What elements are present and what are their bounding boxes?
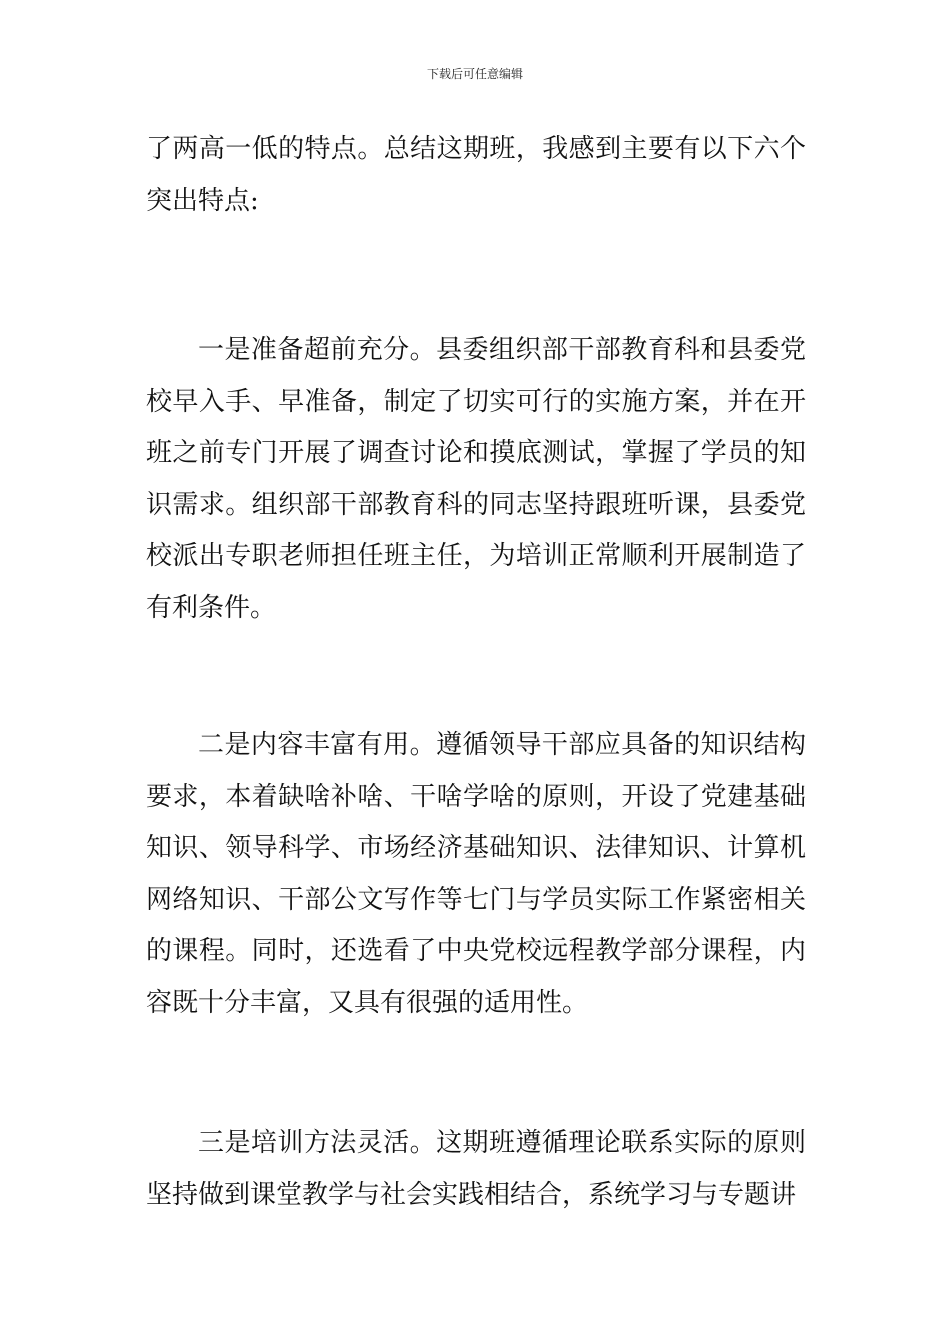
paragraph-point-one: 一是准备超前充分。县委组织部干部教育科和县委党校早入手、早准备，制定了切实可行的实施方案，并在开班之前专门开展了调查讨论和摸底测试，掌握了学员的知识需求。组织部干部教育科的同志坚持跟班听课，县委党校派出专职老师担任班主任，为培训正常顺利开展制造了有利条件。 xyxy=(146,335,806,623)
page-header-note: 下载后可任意编辑 xyxy=(426,67,523,81)
paragraph-point-two: 二是内容丰富有用。遵循领导干部应具备的知识结构要求，本着缺啥补啥、干啥学啥的原则，开设了党建基础知识、领导科学、市场经济基础知识、法律知识、计算机网络知识、干部公文写作等七门与学员实际工作紧密相关的课程。同时，还选看了中央党校远程教学部分课程，内容既十分丰富，又具有很强的适用性。 xyxy=(146,730,806,1018)
paragraph-point-three: 三是培训方法灵活。这期班遵循理论联系实际的原则坚持做到课堂教学与社会实践相结合，系统学习与专题讲 xyxy=(146,1128,806,1210)
paragraph-continuation: 了两高一低的特点。总结这期班，我感到主要有以下六个突出特点: xyxy=(146,134,806,216)
